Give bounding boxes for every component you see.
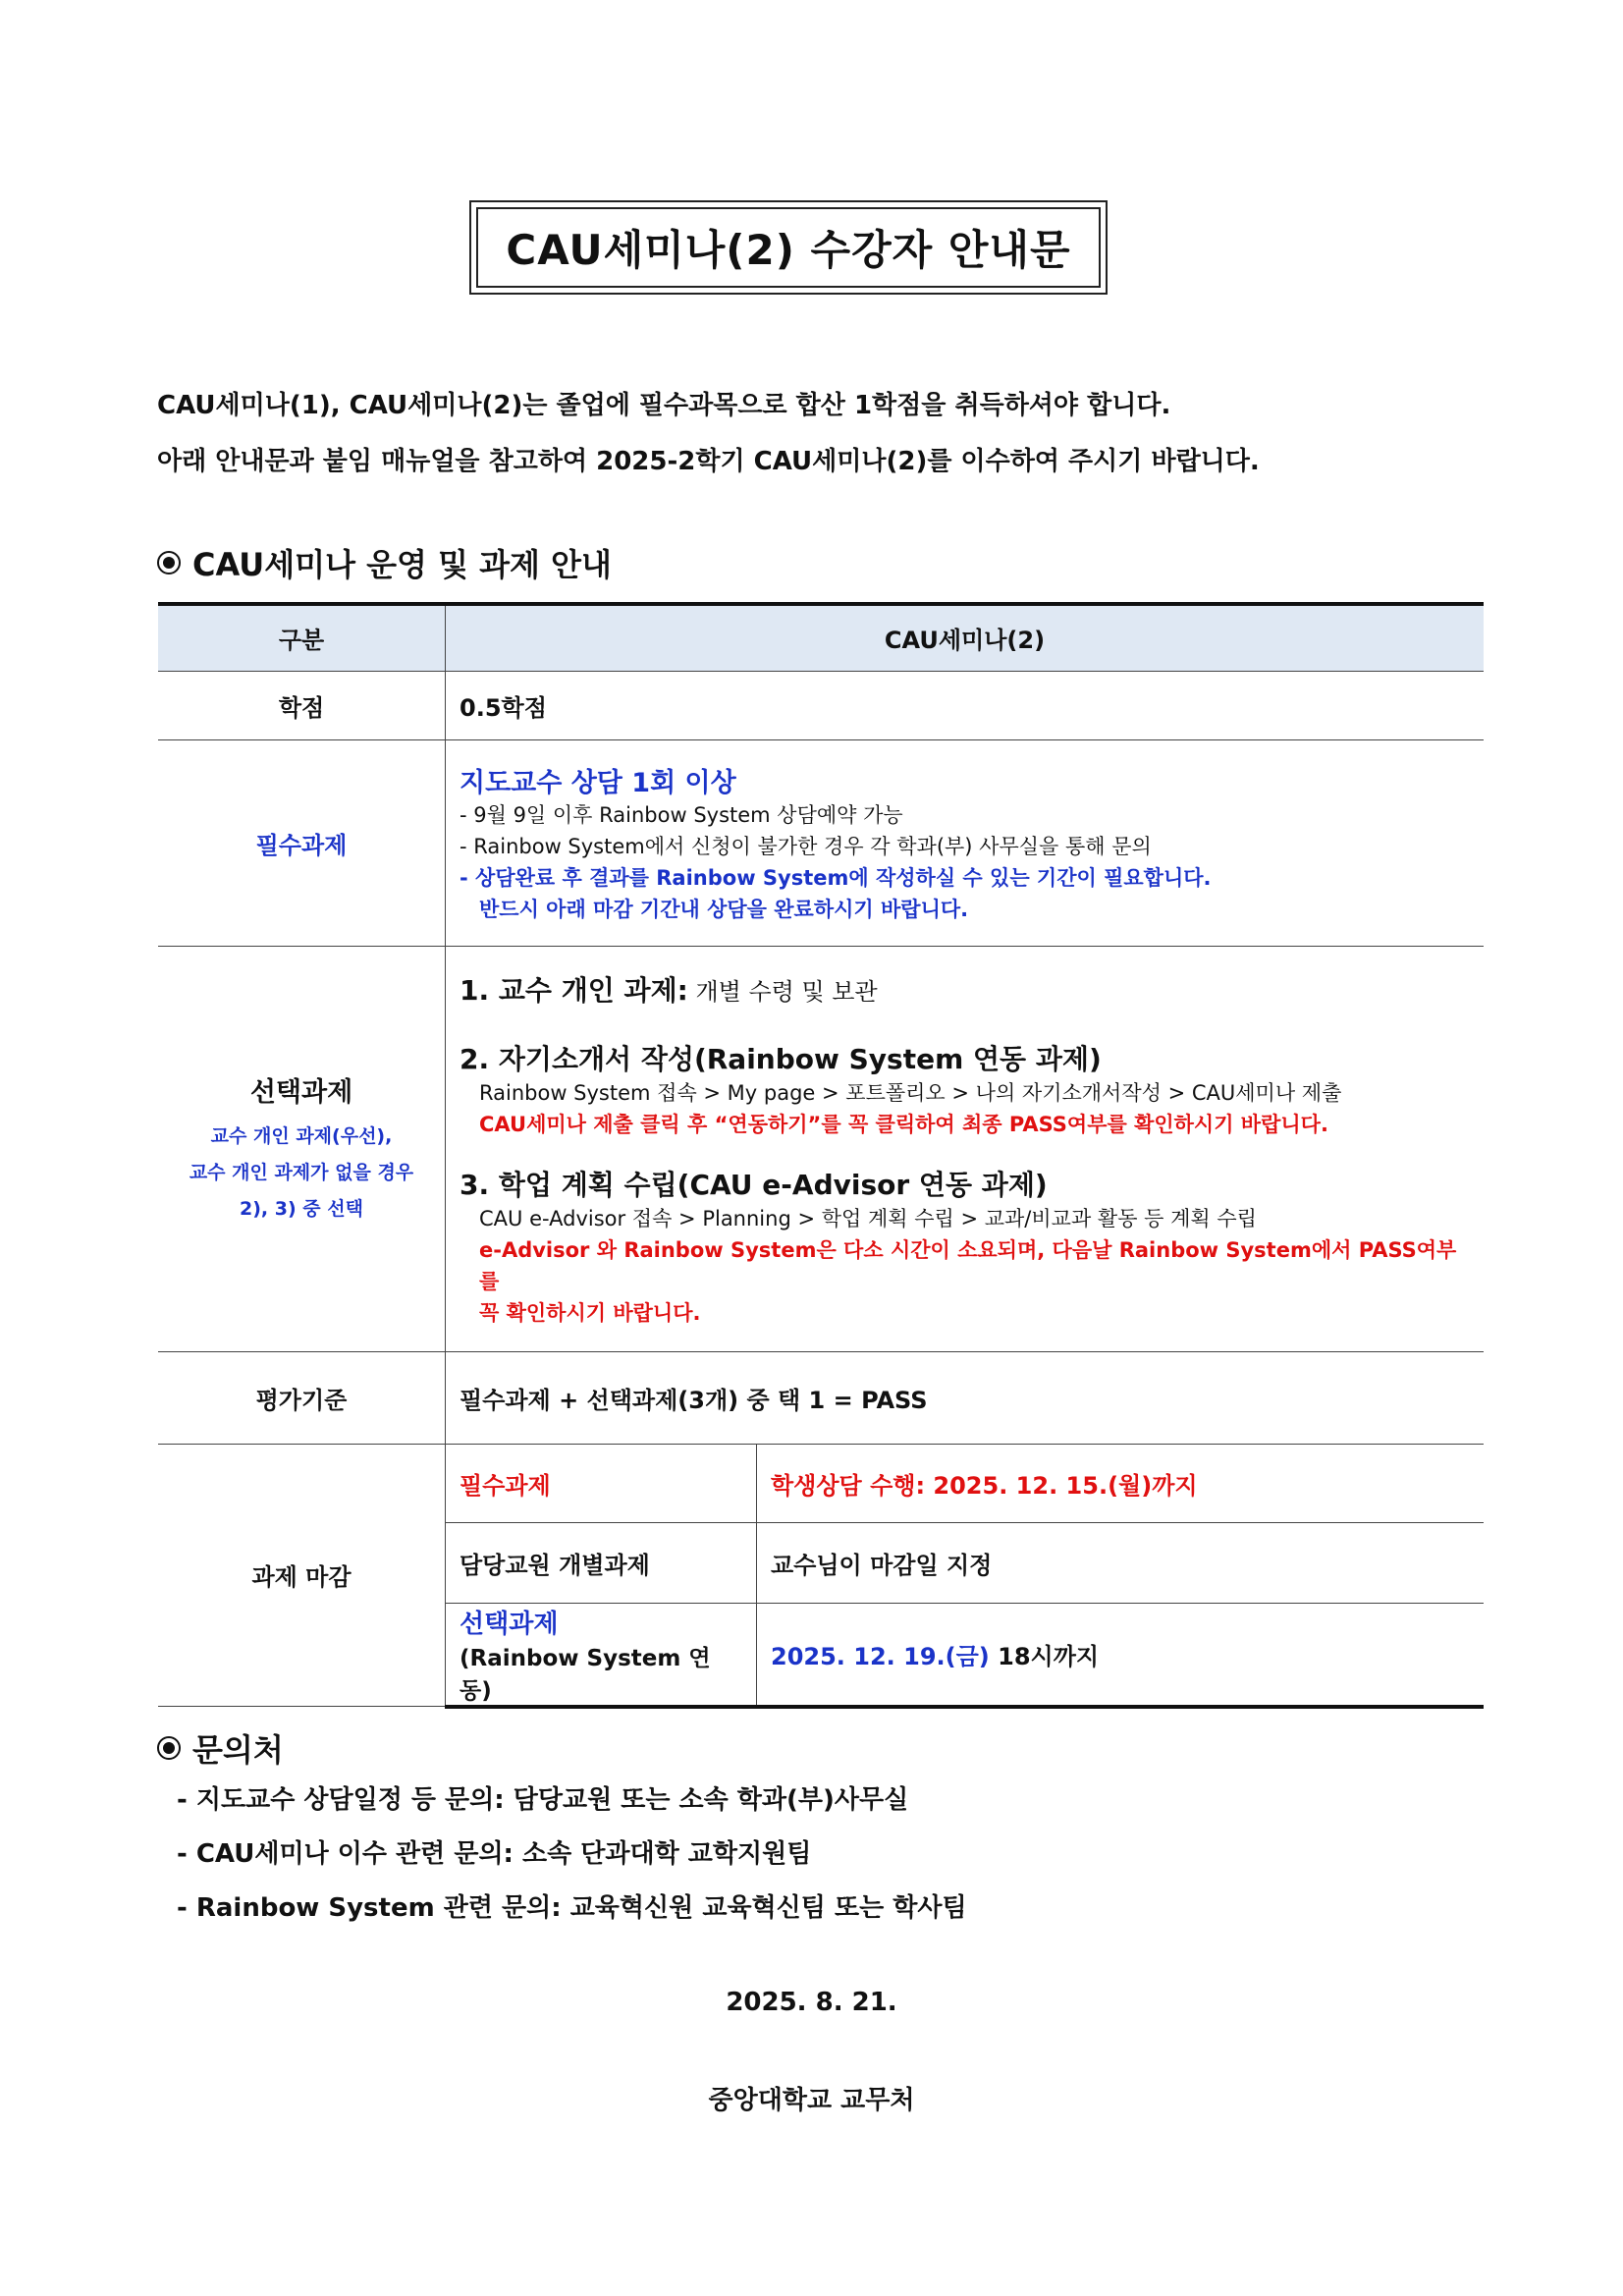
deadline-row-1 xyxy=(158,1444,1484,1522)
elective-label: 선택과제 xyxy=(249,1076,353,1108)
deadline-type-3-cell xyxy=(446,1603,757,1707)
credit-row xyxy=(158,671,1484,739)
required-label: 필수과제 xyxy=(158,739,446,946)
elective-item-2-notice: CAU세미나 제출 클릭 후 “연동하기”를 꼭 클릭하여 최종 PASS여부를 확인하시기 바랍니다. xyxy=(479,1112,1328,1136)
deadline-type-1: 필수과제 xyxy=(446,1444,757,1522)
contact-line-3: - Rainbow System 관련 문의: 교육혁신원 교육혁신팀 또는 학사팀 xyxy=(177,1893,967,1923)
section-heading-contact-text: 문의처 xyxy=(192,1731,284,1769)
deadline-date-3-suffix: 18시까지 xyxy=(989,1642,1100,1670)
elective-item-2-path: Rainbow System 접속 > My page > 포트폴리오 > 나의 자기소개서작성 > CAU세미나 제출 xyxy=(479,1080,1342,1105)
elective-item-3-notice-2: 꼭 확인하시기 바랍니다. xyxy=(479,1300,701,1325)
required-line-2: - Rainbow System에서 신청이 불가한 경우 각 학과(부) 사무실을 통해 문의 xyxy=(460,834,1152,858)
header-course: CAU세미나(2) xyxy=(446,604,1485,671)
elective-item-3-notice-1: e-Advisor 와 Rainbow System은 다소 시간이 소요되며, 다음날 Rainbow System에서 PASS여부를 xyxy=(479,1237,1457,1293)
deadline-type-3-sub: (Rainbow System 연동) xyxy=(460,1645,711,1704)
deadline-type-2: 담당교원 개별과제 xyxy=(446,1522,757,1603)
elective-item-2-title: 2. 자기소개서 작성(Rainbow System 연동 과제) xyxy=(460,1042,1102,1075)
intro-line-2: 아래 안내문과 붙임 매뉴얼을 참고하여 2025-2학기 CAU세미나(2)를 이수하여 주시기 바랍니다. xyxy=(157,447,1260,476)
deadline-label: 과제 마감 xyxy=(158,1444,446,1707)
elective-item-1-desc: 개별 수령 및 보관 xyxy=(687,977,878,1006)
intro-line-1: CAU세미나(1), CAU세미나(2)는 졸업에 필수과목으로 합산 1학점을 취득하셔야 합니다. xyxy=(157,391,1171,420)
deadline-date-3-cell xyxy=(757,1603,1485,1707)
elective-item-3-title: 3. 학업 계획 수립(CAU e-Advisor 연동 과제) xyxy=(460,1168,1048,1201)
elective-row xyxy=(158,946,1484,1351)
required-notice-1: - 상담완료 후 결과를 Rainbow System에 작성하실 수 있는 기간이 필요합니다. xyxy=(460,865,1212,890)
credit-label: 학점 xyxy=(158,671,446,739)
required-row xyxy=(158,739,1484,946)
evaluation-label: 평가기준 xyxy=(158,1351,446,1444)
deadline-date-2: 교수님이 마감일 지정 xyxy=(757,1522,1485,1603)
evaluation-row xyxy=(158,1351,1484,1444)
elective-sub-1: 교수 개인 과제(우선), xyxy=(210,1124,393,1147)
elective-sub-2: 교수 개인 과제가 없을 경우 xyxy=(189,1161,414,1183)
deadline-type-3: 선택과제 xyxy=(460,1609,559,1639)
deadline-date-3: 2025. 12. 19.(금) xyxy=(771,1642,990,1670)
title-box xyxy=(469,200,1108,295)
page-title: CAU세미나(2) 수강자 안내문 xyxy=(476,207,1101,288)
bullet-circle-icon xyxy=(157,551,181,574)
elective-item-3-path: CAU e-Advisor 접속 > Planning > 학업 계획 수립 > 교과/비교과 활동 등 계획 수립 xyxy=(479,1206,1257,1230)
elective-sub-3: 2), 3) 중 선택 xyxy=(240,1197,363,1220)
section-heading-guide xyxy=(157,540,612,585)
credit-value: 0.5학점 xyxy=(446,671,1485,739)
elective-label-cell xyxy=(158,946,446,1351)
required-notice-2: 반드시 아래 마감 기간내 상담을 완료하시기 바랍니다. xyxy=(479,897,969,921)
section-heading-guide-text: CAU세미나 운영 및 과제 안내 xyxy=(192,546,612,583)
bullet-circle-icon xyxy=(157,1736,181,1760)
seminar-info-table xyxy=(158,602,1484,1709)
contact-line-1: - 지도교수 상담일정 등 문의: 담당교원 또는 소속 학과(부)사무실 xyxy=(177,1785,909,1815)
document-date: 2025. 8. 21. xyxy=(726,1988,897,2017)
header-category: 구분 xyxy=(158,604,446,671)
elective-item-1-title: 1. 교수 개인 과제: xyxy=(460,973,688,1007)
required-heading: 지도교수 상담 1회 이상 xyxy=(460,767,736,798)
deadline-date-1: 학생상담 수행: 2025. 12. 15.(월)까지 xyxy=(757,1444,1485,1522)
required-line-1: - 9월 9일 이후 Rainbow System 상담예약 가능 xyxy=(460,802,903,827)
section-heading-contact xyxy=(157,1725,284,1771)
required-content xyxy=(446,739,1485,946)
table-header-row xyxy=(158,604,1484,671)
issuer: 중앙대학교 교무처 xyxy=(708,2086,915,2115)
evaluation-value: 필수과제 + 선택과제(3개) 중 택 1 = PASS xyxy=(446,1351,1485,1444)
contact-line-2: - CAU세미나 이수 관련 문의: 소속 단과대학 교학지원팀 xyxy=(177,1839,812,1869)
elective-item-1 xyxy=(460,969,1470,1009)
elective-content xyxy=(446,946,1485,1351)
